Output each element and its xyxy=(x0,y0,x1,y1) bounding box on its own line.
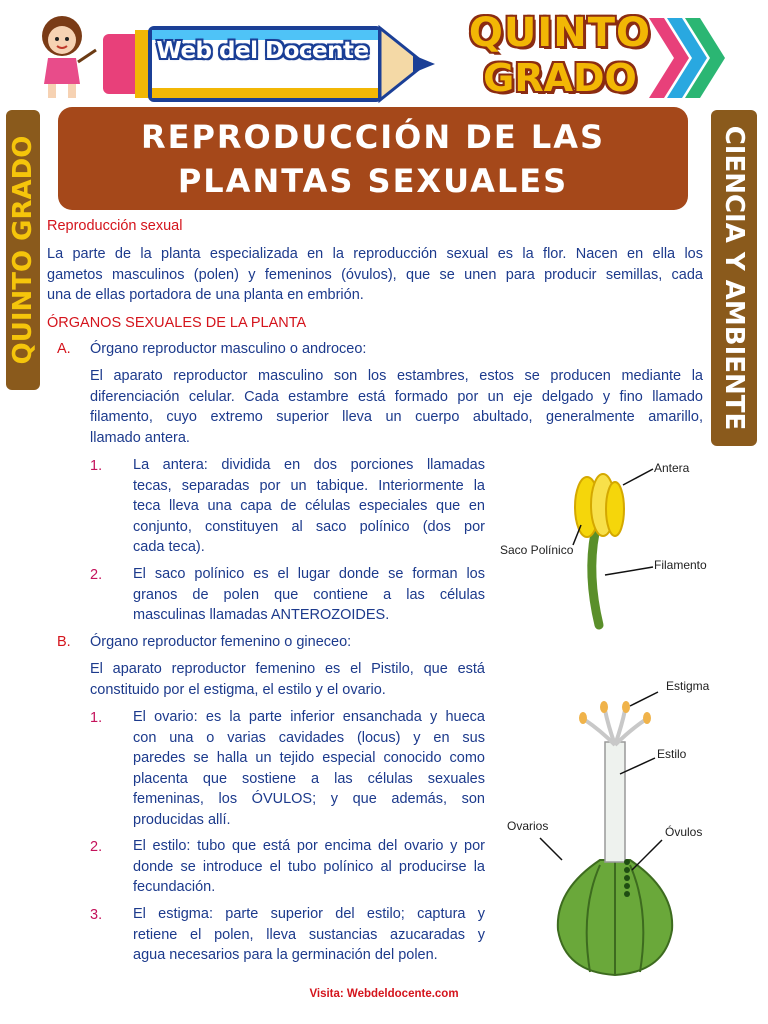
brand-logo-text: Web del Docente xyxy=(156,38,369,64)
list-item-number: 2. xyxy=(90,839,103,855)
organs-heading: ÓRGANOS SEXUALES DE LA PLANTA xyxy=(47,315,307,331)
intro-line: La parte de la planta especializada en la reproducción sexual es la flor. Nacen en ella los xyxy=(47,246,703,262)
page-title-line2: PLANTAS SEXUALES xyxy=(177,161,569,200)
list-item-line: fecundación. xyxy=(133,879,216,895)
right-subject-ribbon xyxy=(711,110,757,446)
section-a-letter: A. xyxy=(57,341,71,357)
list-item-line: masculinas llamadas ANTEROZOIDES. xyxy=(133,607,390,623)
list-item-line: El saco polínico es el lugar donde se forman los xyxy=(133,566,485,582)
section-a-line: filamento, cuyo extremo superior lleva un cuerpo abultado, generalmente amarillo, xyxy=(90,409,703,425)
footer-website-link[interactable]: Visita: Webdeldocente.com xyxy=(309,988,459,1000)
list-item xyxy=(133,455,485,558)
label-ovulos: Óvulos xyxy=(665,825,703,839)
list-item-line: El estigma: parte superior del estilo; captura y xyxy=(133,906,485,922)
list-item-line: cada teca). xyxy=(133,539,205,555)
list-item-line: retiene el polen, lleva sustancias azucaradas y xyxy=(133,926,485,943)
right-ribbon-label: CIENCIA Y AMBIENTE xyxy=(719,125,749,431)
list-item xyxy=(133,904,485,966)
label-estigma: Estigma xyxy=(666,679,710,693)
list-item-line: El estilo: tubo que está por encima del ovario y por xyxy=(133,838,485,854)
list-item-line: La antera: dividida en dos porciones llamadas xyxy=(133,457,485,473)
list-item-line: conjunto, constituyen al saco polínico (dos por xyxy=(133,518,485,535)
list-item-line: placenta que sostiene a las células sexuales xyxy=(133,770,485,787)
left-grade-ribbon xyxy=(6,110,40,390)
grade-title-line2: GRADO xyxy=(483,56,637,100)
section-b-line: constituido por el estigma, el estilo y el ovario. xyxy=(90,681,386,698)
intro-heading: Reproducción sexual xyxy=(47,218,183,234)
list-item xyxy=(133,564,485,626)
intro-line: gametos masculinos (polen) y femeninos (óvulos), que se unen para producir semillas, cada xyxy=(47,266,703,283)
intro-paragraph xyxy=(47,244,703,306)
label-filamento: Filamento xyxy=(654,558,707,572)
list-item-line: femeninas, los ÓVULOS; y que además, son xyxy=(133,791,485,807)
list-item-line: con una o varias cavidades (locus) y en sus xyxy=(133,729,485,746)
list-item-line: agua necesarios para la germinación del polen. xyxy=(133,947,438,963)
list-item-number: 1. xyxy=(90,710,103,726)
section-b-line: El aparato reproductor femenino es el Pistilo, que está xyxy=(90,661,485,677)
label-estilo: Estilo xyxy=(657,747,687,761)
section-a-line: El aparato reproductor masculino son los estambres, estos se producen mediante la xyxy=(90,368,703,384)
section-b-title: Órgano reproductor femenino o gineceo: xyxy=(90,634,352,650)
section-a-title: Órgano reproductor masculino o androceo: xyxy=(90,341,367,357)
list-item-line: granos de polen que contiene a las células xyxy=(133,586,485,603)
label-ovarios: Ovarios xyxy=(507,819,549,833)
section-b-letter: B. xyxy=(57,634,71,650)
section-b-paragraph xyxy=(90,659,485,700)
list-item-line: paredes se halla un tejido especial conocido como xyxy=(133,750,485,766)
left-ribbon-label: QUINTO GRADO xyxy=(8,135,38,365)
list-item-line: donde se introduce el tubo polínico al producirse la xyxy=(133,858,485,875)
list-item xyxy=(133,836,485,898)
list-item-line: teca lleva una capa de células especiales que en xyxy=(133,498,485,514)
section-a-paragraph xyxy=(90,366,703,448)
section-a-line: llamado antera. xyxy=(90,429,190,446)
list-item-line: El ovario: es la parte inferior ensanchada y hueca xyxy=(133,709,485,725)
list-item-line: tecas, separadas por un tabique. Interiormente la xyxy=(133,477,485,494)
label-antera: Antera xyxy=(654,461,690,475)
list-item xyxy=(133,707,485,830)
section-a-line: diferenciación celular. Cada estambre está formado por un eje delgado y fino llamado xyxy=(90,388,703,405)
list-item-line: producidas allí. xyxy=(133,811,231,828)
list-item-number: 1. xyxy=(90,458,103,474)
label-saco-polinico: Saco Polínico xyxy=(500,543,574,557)
list-item-number: 3. xyxy=(90,907,103,923)
page-title xyxy=(58,107,688,210)
page-title-line1: REPRODUCCIÓN DE LAS xyxy=(140,117,606,156)
teacher-mascot-icon xyxy=(28,14,100,102)
list-item-number: 2. xyxy=(90,567,103,583)
intro-line: una de ellas portadora de una planta en embrión. xyxy=(47,287,364,303)
grade-title-line1: QUINTO xyxy=(468,10,652,56)
